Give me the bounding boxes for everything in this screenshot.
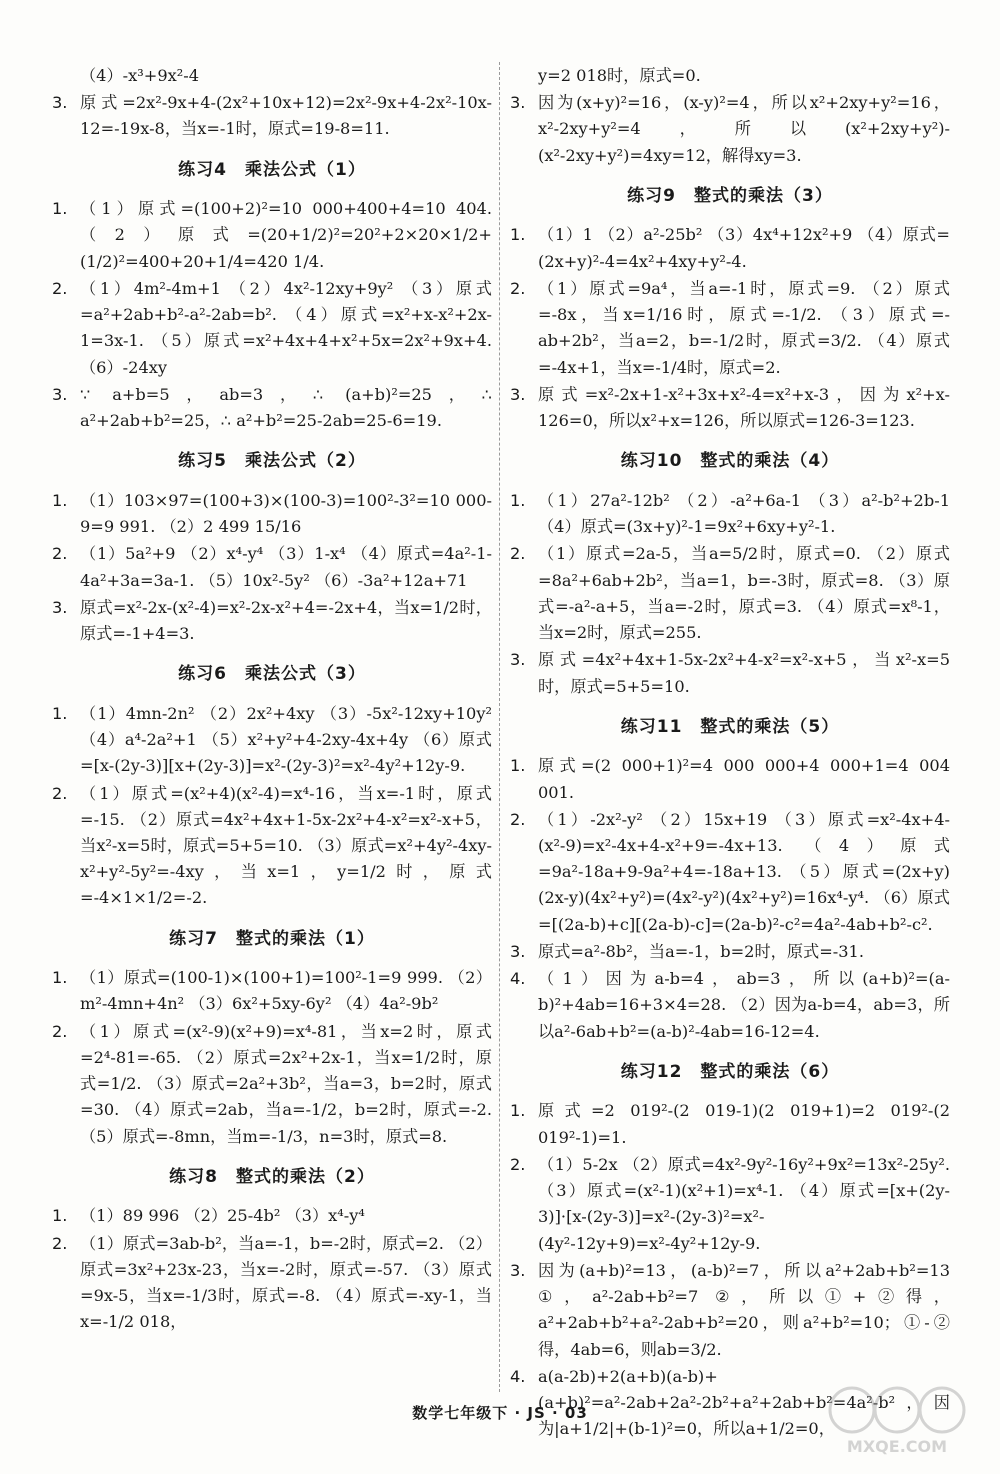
item-text: 因为(x+y)²=16，(x-y)²=4，所以x²+2xy+y²=16，x²-2xy+y²=4，所以(x²+2xy+y²)-(x²-2xy+y²)=4xy=12，解得xy=3. [538,93,950,165]
item-number: 2. [52,1233,68,1253]
answer-item [52,276,492,381]
answer-item [52,382,492,434]
column-divider [499,62,500,1392]
answer-item [52,965,492,1017]
item-number: 4. [510,1366,526,1386]
answer-item [52,781,492,912]
answer-item [52,1203,492,1229]
answer-item [52,595,492,647]
item-text: 原式=2x²-9x+4-(2x²+10x+12)=2x²-9x+4-2x²-10x-12=-19x-8，当x=-1时，原式=19-8=11. [80,93,492,139]
item-number: 3. [52,597,68,617]
section-title: 练习6 乘法公式（3） [178,664,366,685]
answer-item [510,1258,950,1363]
item-text: （1）原式=3ab-b²，当a=-1，b=-2时，原式=2. （2）原式=3x²+23x-23，当x=-2时，原式=-57. （3）原式=9x-5，当x=-1/3时，原式=-8. （4）原式=-xy-1，当x=-1/2 018， [80,1233,492,1332]
item-text: （1）89 996 （2）25-4b² （3）x⁴-y⁴ [80,1206,365,1226]
item-text: （1）原式=(100-1)×(100+1)=100²-1=9 999. （2）m²-4mn+4n² （3）6x²+5xy-6y² （4）4a²-9b² [80,968,492,1014]
answer-item [510,966,950,1045]
item-number: 3. [510,1260,526,1280]
item-text: （1）5a²+9 （2）x⁴-y⁴ （3）1-x⁴ （4）原式=4a²-1-4a²+3a=3a-1. （5）10x²-5y² （6）-3a²+12a+71 [80,544,492,590]
item-text: （1）原式=2a-5，当a=5/2时，原式=0. （2）原式=8a²+6ab+2b²，当a=1，b=-3时，原式=8. （3）原式=-a²-a+5，当a=-2时，原式=3. （4）原式=x⁸-1，当x=2时，原式=255. [538,544,950,643]
item-text: y=2 018时，原式=0. [538,66,701,85]
item-text: （1）原式=(100+2)²=10 000+400+4=10 404. （2）原式=(20+1/2)²=20²+2×20×1/2+(1/2)²=400+20+1/4=420 1/4. [80,199,492,271]
item-number: 3. [510,93,526,113]
item-text: （1）5-2x （2）原式=4x²-9y²-16y²+9x²=13x²-25y². （3）原式=(x²-1)(x²+1)=x⁴-1. （4）原式=[x+(2y-3)]·[x-(2y-3)]=x²-(2y-3)²=x²-(4y²-12y+9)=x²-4y²+12y-9. [538,1154,950,1253]
answer-item [52,63,492,89]
item-text: 原式=x²-2x+1-x²+3x+x²-4=x²+x-3，因为x²+x-126=0，所以x²+x=126，所以原式=126-3=123. [538,384,950,431]
section-title: 练习7 整式的乘法（1） [169,928,375,949]
item-number: 3. [52,384,68,404]
item-number: 2. [510,278,526,298]
item-number: 2. [510,809,526,829]
section-title: 练习10 整式的乘法（4） [620,451,840,472]
answer-item [510,807,950,938]
item-number: 2. [52,544,68,564]
item-text: （1）4m²-4m+1 （2）4x²-12xy+9y² （3）原式=a²+2ab+b²-a²-2ab=b². （4）原式=x²+x-x²+2x-1=3x-1. （5）原式=x²+4x+4+x²+5x=2x²+9x+4. （6）-24xy [80,278,492,377]
item-number: 2. [510,544,526,564]
item-text: （1）原式=(x²-9)(x²+9)=x⁴-81，当x=2时，原式=2⁴-81=-65. （2）原式=2x²+2x-1，当x=1/2时，原式=1/2. （3）原式=2a²+3b²，当a=3，b=2时，原式=30. （4）原式=2ab，当a=-1/2，b=2时，原式=-2. （5）原式=-8mn，当m=-1/3，n=3时，原式=8. [80,1021,492,1146]
item-text: 因为(a+b)²=13，(a-b)²=7，所以a²+2ab+b²=13 ①，a²-2ab+b²=7 ②，所以①+②得，a²+2ab+b²+a²-2ab+b²=20，则a²+b²=10；①-②得，4ab=6，则ab=3/2. [538,1260,950,1359]
answer-item [510,1098,950,1150]
watermark-text: MXQE.COM [846,1437,948,1456]
item-number: 1. [52,968,68,988]
watermark-logo [822,1380,972,1460]
item-text: a(a-2b)+2(a+b)(a-b)+(a+b)²=a²-2ab+2a²-2b²+a²+2ab+b²=4a²-b²，因为|a+1/2|+(b-1)²=0，所以a+1/2=0， [538,1366,950,1439]
item-number: 2. [510,1154,526,1174]
answer-item [510,541,950,646]
item-text: （4）-x³+9x²-4 [80,66,200,85]
item-number: 3. [510,941,526,961]
answer-item [510,222,950,274]
item-number: 2. [52,278,68,298]
item-number: 1. [510,225,526,245]
answer-item [510,276,950,381]
item-number: 3. [510,650,526,670]
section-title: 练习8 整式的乘法（2） [169,1166,375,1187]
item-number: 1. [52,1206,68,1226]
item-text: （1）原式=(x²+4)(x²-4)=x⁴-16，当x=-1时，原式=-15. （2）原式=4x²+4x+1-5x-2x²+4-x²=x²-x+5，当x²-x=5时，原式=5+5=10. （3）原式=x²+4y²-4xy-x²+y²-5y²=-4xy，当x=1，y=1/2时，原式=-4×1×1/2=-2. [80,783,492,908]
answer-item [52,90,492,142]
answer-item [510,939,950,965]
answer-item [52,701,492,780]
item-text: （1）103×97=(100+3)×(100-3)=100²-3²=10 000-9=9 991. （2）2 499 15/16 [80,490,492,537]
item-number: 2. [52,783,68,803]
section-title: 练习5 乘法公式（2） [178,451,366,472]
item-number: 1. [510,1101,526,1121]
answer-item [510,63,950,89]
item-number: 4. [510,969,526,989]
item-text: （1）1 （2）a²-25b² （3）4x⁴+12x²+9 （4）原式=(2x+y)²-4=4x²+4xy+y²-4. [538,225,950,271]
item-number: 1. [52,199,68,219]
answer-item [52,488,492,540]
section-title: 练习11 整式的乘法（5） [620,716,840,737]
item-number: 1. [510,490,526,510]
item-text: （1）-2x²-y² （2）15x+19 （3）原式=x²-4x+4-(x²-9)=x²-4x+4-x²+9=-4x+13. （4）原式=9a²-18a+9-9a²+4=-18a+13. （5）原式=(2x+y)(2x-y)(4x²+y²)=(4x²-y²)(4x²+y²)=16x⁴-y⁴. （6）原式=[(2a-b)+c][(2a-b)-c]=(2a-b)²-c²=4a²-4ab+b²-c². [538,809,950,934]
answer-item [510,753,950,805]
item-number: 3. [52,93,68,113]
answer-item [52,196,492,275]
answer-item [510,382,950,434]
answer-item [52,1019,492,1150]
item-text: （1）因为a-b=4，ab=3，所以(a+b)²=(a-b)²+4ab=16+3×4=28. （2）因为a-b=4，ab=3，所以a²-6ab+b²=(a-b)²-4ab=16-12=4. [538,969,950,1041]
left-column [52,62,492,1384]
item-text: 原式=4x²+4x+1-5x-2x²+4-x²=x²-x+5，当x²-x=5时，原式=5+5=10. [538,650,950,696]
item-text: 原式=a²-8b²，当a=-1，b=2时，原式=-31. [538,941,864,961]
answer-item [510,647,950,699]
item-text: ∵ a+b=5，ab=3，∴ (a+b)²=25，∴ a²+2ab+b²=25，∴ a²+b²=25-2ab=25-6=19. [80,384,492,431]
item-text: 原式=(2 000+1)²=4 000 000+4 000+1=4 004 001. [538,756,950,802]
item-number: 3. [510,384,526,404]
item-text: 原式=x²-2x-(x²-4)=x²-2x-x²+4=-2x+4，当x=1/2时，原式=-1+4=3. [80,597,492,644]
item-number: 2. [52,1021,68,1041]
section-title: 练习12 整式的乘法（6） [620,1061,840,1082]
right-column [510,62,950,1439]
answer-item [52,1231,492,1336]
item-text: （1）27a²-12b² （2）-a²+6a-1 （3）a²-b²+2b-1 （4）原式=(3x+y)²-1=9x²+6xy+y²-1. [538,490,950,537]
item-number: 1. [510,756,526,776]
answer-item [510,488,950,540]
item-text: （1）原式=9a⁴，当a=-1时，原式=9. （2）原式=-8x，当x=1/16时，原式=-1/2. （3）原式=-ab+2b²，当a=2，b=-1/2时，原式=3/2. （4）原式=-4x+1，当x=-1/4时，原式=2. [538,278,950,377]
item-text: （1）4mn-2n² （2）2x²+4xy （3）-5x²-12xy+10y² （4）a⁴-2a²+1 （5）x²+y²+4-2xy-4x+4y （6）原式=[x-(2y-3)][x+(2y-3)]=x²-(2y-3)²=x²-4y²+12y-9. [80,703,492,776]
item-number: 1. [52,490,68,510]
item-number: 1. [52,703,68,723]
answer-item [510,90,950,169]
page-footer: 数学七年级下 · JS · 03 [412,1404,588,1422]
item-text: 原式=2 019²-(2 019-1)(2 019+1)=2 019²-(2 019²-1)=1. [538,1101,950,1147]
answer-item [52,541,492,593]
answer-item [510,1152,950,1257]
section-title: 练习9 整式的乘法（3） [627,185,833,206]
section-title: 练习4 乘法公式（1） [178,159,366,180]
